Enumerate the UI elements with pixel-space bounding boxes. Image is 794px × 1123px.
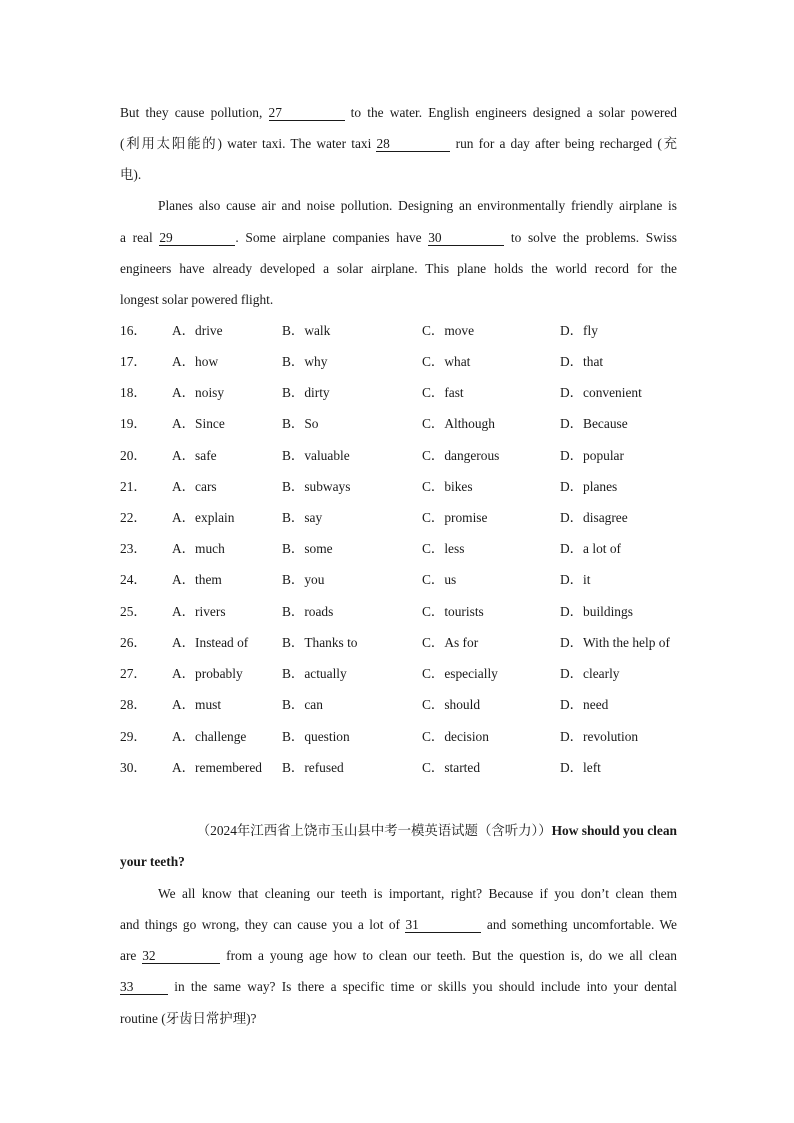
question-25: 25． A．rivers B．roads C．tourists D．buildings bbox=[120, 604, 633, 619]
passage2-heading bbox=[158, 823, 677, 839]
passage2-line5: routine (牙齿日常护理)? bbox=[120, 1011, 257, 1026]
passage-title-continued: your teeth? bbox=[120, 854, 185, 869]
passage1-line1: But they cause pollution, 27 to the water. English engineers designed a solar powered bbox=[120, 105, 677, 120]
blank-29: 29 bbox=[159, 231, 235, 246]
passage2-line4: 33 in the same way? Is there a specific time or skills you should include into your dental bbox=[120, 979, 677, 994]
passage1-line2: (利用太阳能的) water taxi. The water taxi 28 run for a day after being recharged (充 bbox=[120, 136, 677, 151]
question-30: 30． A．remembered B．refused C．started D．left bbox=[120, 760, 601, 775]
question-22: 22． A．explain B．say C．promise D．disagree bbox=[120, 510, 628, 525]
passage1-line4: Planes also cause air and noise pollution. Designing an environmentally friendly airplane is bbox=[158, 198, 677, 213]
blank-33: 33 bbox=[120, 980, 168, 995]
passage-title: How should you clean bbox=[551, 823, 677, 838]
passage2-line2: and things go wrong, they can cause you a lot of 31 and something uncomfortable. We bbox=[120, 917, 677, 932]
passage1-line5: a real 29 . Some airplane companies have 30 to solve the problems. Swiss bbox=[120, 230, 678, 245]
question-26: 26． A．Instead of B．Thanks to C．As for D．With the help of bbox=[120, 635, 670, 650]
question-18: 18． A．noisy B．dirty C．fast D．convenient bbox=[120, 385, 642, 400]
question-17: 17． A．how B．why C．what D．that bbox=[120, 354, 604, 369]
question-28: 28． A．must B．can C．should D．need bbox=[120, 697, 609, 712]
question-20: 20． A．safe B．valuable C．dangerous D．popular bbox=[120, 448, 624, 463]
blank-32: 32 bbox=[142, 949, 220, 964]
passage2-line1: We all know that cleaning our teeth is important, right? Because if you don’t clean them bbox=[158, 886, 677, 901]
source-citation: （2024年江西省上饶市玉山县中考一模英语试题（含听力）） bbox=[196, 823, 552, 838]
blank-30: 30 bbox=[428, 231, 504, 246]
question-21: 21． A．cars B．subways C．bikes D．planes bbox=[120, 479, 618, 494]
blank-31: 31 bbox=[405, 918, 481, 933]
question-27: 27． A．probably B．actually C．especially D．clearly bbox=[120, 666, 620, 681]
passage2-line3: are 32 from a young age how to clean our teeth. But the question is, do we all clean bbox=[120, 948, 677, 963]
question-16: 16． A．drive B．walk C．move D．fly bbox=[120, 323, 598, 338]
question-24: 24． A．them B．you C．us D．it bbox=[120, 572, 591, 587]
passage1-line6: engineers have already developed a solar airplane. This plane holds the world record for the bbox=[120, 261, 677, 276]
question-23: 23． A．much B．some C．less D．a lot of bbox=[120, 541, 621, 556]
question-19: 19． A．Since B．So C．Although D．Because bbox=[120, 416, 628, 431]
blank-27: 27 bbox=[269, 106, 345, 121]
question-29: 29． A．challenge B．question C．decision D．revolution bbox=[120, 729, 639, 744]
passage1-line3: 电). bbox=[120, 167, 142, 182]
passage1-line7: longest solar powered flight. bbox=[120, 292, 274, 307]
blank-28: 28 bbox=[376, 137, 450, 152]
